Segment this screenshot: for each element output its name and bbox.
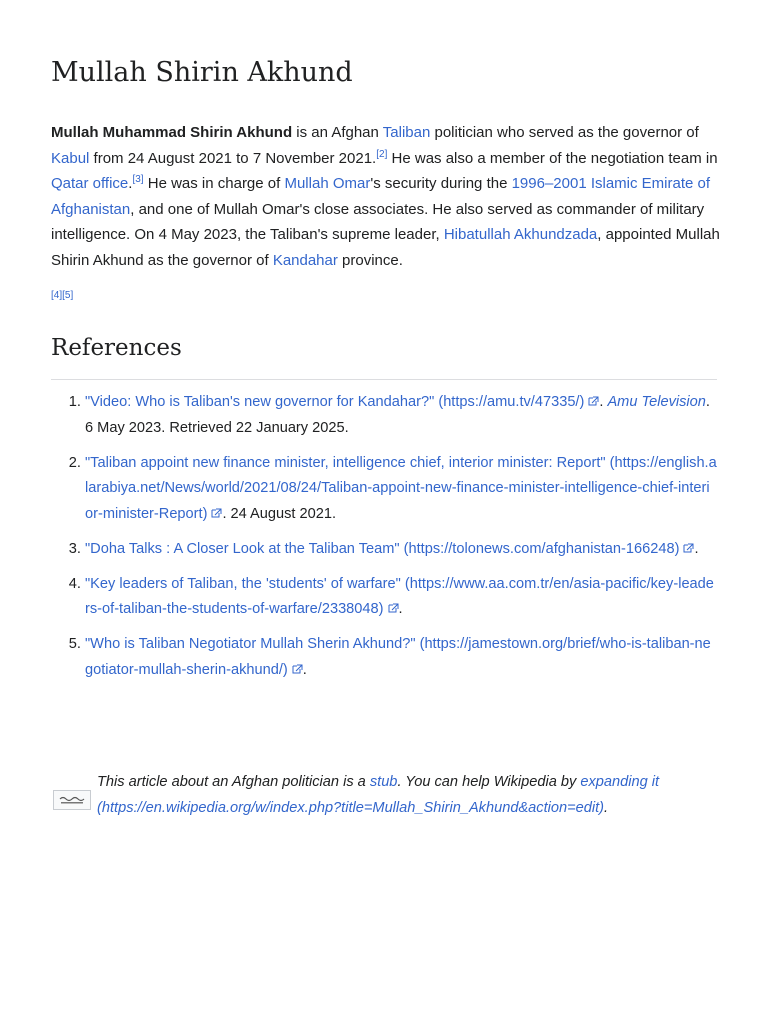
stub-flag-icon (53, 790, 91, 810)
lead-text: from 24 August 2021 to 7 November 2021. (89, 149, 377, 167)
lead-text: politician who served as the governor of (430, 124, 699, 141)
reference-item (85, 572, 717, 623)
stub-text-part: . (604, 799, 609, 816)
link-mullah-omar[interactable]: Mullah Omar (284, 175, 371, 192)
reference-text: . (694, 540, 699, 557)
citations-4-5[interactable]: [4][5] (51, 290, 74, 301)
reference-text: . (302, 661, 307, 678)
lead-text: He was in charge of (143, 175, 285, 192)
lead-text: province. (337, 251, 403, 269)
reference-text: . 6 May 2023. Retrieved 22 January 2025. (85, 394, 710, 436)
link-islamic-emirate[interactable]: 1996–2001 Islamic Emirate of Afghanistan (51, 175, 711, 218)
link-kandahar[interactable]: Kandahar (272, 251, 338, 269)
emblem-icon (54, 791, 90, 809)
page-title: Mullah Shirin Akhund (51, 57, 353, 88)
external-link-icon (291, 664, 303, 674)
link-kabul[interactable]: Kabul (51, 149, 90, 167)
stub-text-part: . You can help Wikipedia by (397, 774, 581, 790)
lead-paragraph (51, 120, 721, 273)
link-qatar-office[interactable]: Qatar office (51, 175, 129, 192)
lead-text: is an Afghan (292, 124, 383, 141)
external-link-icon (210, 508, 222, 518)
subject-name: Mullah Muhammad Shirin Akhund (51, 124, 293, 141)
reference-text: . 24 August 2021. (222, 505, 337, 522)
reference-link[interactable]: "Taliban appoint new finance minister, intelligence chief, interior minister: Report" (https://english.alarabiya.net/News/world/2021/08/24/Taliban-appoint-new-finance-minister-intelligence-chief-interior-minister-Report) (85, 454, 717, 522)
reference-list (51, 390, 717, 693)
stub-text-part: This article about an Afghan politician is a (97, 774, 370, 790)
reference-item (85, 451, 717, 528)
citation-3[interactable]: [3] (132, 174, 144, 185)
link-expand[interactable]: expanding it (https://en.wikipedia.org/w/index.php?title=Mullah_Shirin_Akhund&action=edit) (97, 774, 660, 816)
link-hibatullah[interactable]: Hibatullah Akhundzada (443, 226, 598, 243)
lead-text: . (128, 175, 133, 192)
link-stub[interactable]: stub (369, 774, 398, 790)
reference-item (85, 390, 717, 441)
stub-text (97, 770, 717, 821)
external-link-icon (682, 543, 694, 553)
reference-text: . (398, 601, 403, 617)
section-divider (51, 379, 717, 380)
lead-text: , and one of Mullah Omar's close associates. He also served as commander of military intelligence. On 4 May 2023, the Taliban's supreme leader, (51, 200, 705, 243)
reference-text: . (599, 394, 608, 410)
link-taliban[interactable]: Taliban (382, 124, 431, 141)
reference-link[interactable]: "Key leaders of Taliban, the 'students' of warfare" (https://www.aa.com.tr/en/asia-pacific/key-leaders-of-taliban-the-students-of-warfare/2338048) (85, 575, 714, 617)
external-link-icon (387, 603, 399, 613)
reference-item (85, 632, 717, 683)
reference-link[interactable]: "Doha Talks : A Closer Look at the Taliban Team" (https://tolonews.com/afghanistan-166248) (85, 540, 680, 557)
reference-item (85, 537, 717, 563)
link-amu-television[interactable]: Amu Television (607, 394, 706, 410)
reference-link[interactable]: "Who is Taliban Negotiator Mullah Sherin Akhund?" (https://jamestown.org/brief/who-is-taliban-negotiator-mullah-sherin-akhund/) (85, 636, 711, 678)
lead-text: , appointed Mullah Shirin Akhund as the governor of (51, 226, 720, 269)
references-heading: References (51, 335, 182, 361)
external-link-icon (587, 396, 599, 406)
lead-text: 's security during the (370, 175, 512, 192)
citation-2[interactable]: [2] (376, 148, 388, 160)
lead-text: He was also a member of the negotiation team in (387, 149, 718, 167)
reference-link[interactable]: "Video: Who is Taliban's new governor for Kandahar?" (https://amu.tv/47335/) (85, 394, 585, 410)
